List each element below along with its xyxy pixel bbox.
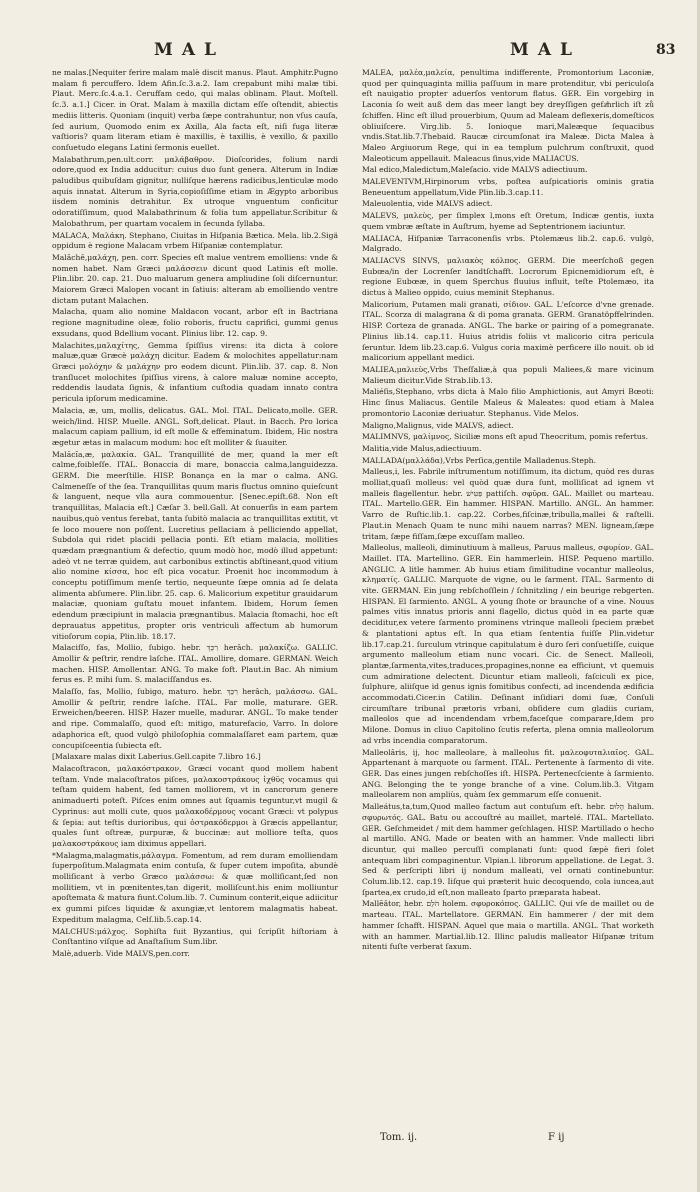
dictionary-entry: MALIACA, Hiſpaniæ Tarraconenſis vrbs. Ptolemæus lib.2. cap.6. vulgò, Malgrado. (362, 233, 654, 254)
dictionary-entry: MALACA, Μαλάκη. Stephano, Ciuitas in Hiſpania Bætica. Mela. lib.2.Sigä oppidum è regione Malacam vrbem Hiſpaniæ contemplatur. (52, 230, 338, 251)
dictionary-entry: MALIMNVS, μαλίμνος, Siciliæ mons eſt apud Theocritum, pomis refertus. (362, 432, 649, 442)
dictionary-entry: Malacoſtracon, μαλακόστρακον, Græci vocant quod mollem habent teſtam. Vnde malacoſtratos piſces, μαλακοστράκους ἰχθῦς vocamus qui teſtam quidem habent, ſed tamen molliorem, vt in cancrorum genere animaduerti poteſt. Piſces enim omnes aut ſquamis teguntur,vt mugil & Cyprinus: aut molli cute, quos μαλακοδέρμους vocant Græci: vt polypus & ſepia: aut teſtis durioribus, qui ὀστρακόδερμοι à Græcis appellantur, quales ſunt oſtreæ, purpuræ, & buccinæ: aut molliore teſta, quos μαλακοστράκους iam diximus appellari. (52, 764, 338, 848)
dictionary-entry: Maligno,Malignus, vide MALVS, adiect. (362, 420, 514, 430)
signature-mark: F ij (548, 1132, 565, 1143)
dictionary-entry: MALLADA(μαλλάδα),Vrbs Perſica,gentile Malladenus.Steph. (362, 455, 596, 465)
dictionary-entry: Malachites,μαλαχίτης, Gemma ſpiſſius virens: ita dicta à colore maluæ,quæ Græcè μαλάχη dicitur. Eadem & molochites appellatur:nam Græci μολόχην & μαλάχην pro eodem dicunt. Plin.lib. 37. cap. 8. Non tranſlucet molochites ſpiſſius virens, à calore maluæ nomine accepto, reddendis laudata ſignis, & infantium cuſtodia quadam innato contra pericula ipſorum medicamine. (52, 340, 338, 404)
dictionary-entry: Malâchê,μαλάχη, pen. corr. Species eſt malue ventrem emolliens: vnde & nomen habet. Nam Græci μαλάσσειν dicunt quod Latinis eſt molle. Plin.libr. 20. cap. 21. Duo maluarum genera ampliudine ſoli diſcernuntur. Maiorem Græci Malopen vocant in ſatiuis: alteram ab emolliendo ventre dictam putant Malachen. (52, 252, 338, 305)
dictionary-entry: Maliéſis,Stephano, vrbs dicta à Malo filio Amphictionis, aut Amyri Bœoti: Hinc ſinus Maliacus. Gentile Maleus & Maleates: quod etiam à Malea promontorio Laconiæ deriuatur. Stephanus. Vide Melos. (362, 387, 654, 418)
dictionary-entry: Mal edico,Maledictum,Maleſacio. vide MALVS adiectiuum. (362, 165, 588, 175)
volume-label: Tom. ij. (380, 1132, 418, 1143)
dictionary-entry: MALCHUS:μάλχος. Sophiſta fuit Byzantius, qui ſcripſit hiſtoriam à Conſtantino viſque ad Anaſtaſium Sum.libr. (52, 926, 338, 947)
dictionary-entry: Malacha, quam alio nomine Maldacon vocant, arbor eſt in Bactriana regione magnitudine oleæ, folio roboris, fructu caprifici, gummi genus exsudans, quod Bdellium vocant. Plinius libr. 12. cap. 9. (52, 307, 338, 338)
page-number: 83 (656, 42, 676, 58)
dictionary-entry: Malleolus, malleoli, diminutiuum à malleus, Paruus malleus, σφυρίον. GAL. Maillet. ITA. Martellino. GER. Ein hammerlein. HISP. Pequeno martillo. ANGLIC. A litle hammer. Ab huius etiam ſimilitudine vocantur malleolus, κληματίς. GALLIC. Marquote de vigne, ou le ſarment. ITAL. Sarmento di vite. GERMAN. Ein jung rebſchoſſlein / ſchnitzling / ein beurige rebgerten. HISPAN. El ſarmiento. ANGL. A young ſhote or braunche of a vine. Nouus palmes vitis innatus prioris anni flagello, dictus quòd in ea parte quæ deciditur,ex vetere ſarmento prominens vtrinque malleoli ſpeciem præbet & plantationi aptus eſt. In qua etiam ſententia fuiſſe Plin.videtur lib.17.cap.21. ſurculum vtrinque capitulatum è duro ſeri conſuetiſſe, cuique argumento malleolum etiam nunc vocari. Cic. de Senect. Malleoli, plantæ,ſarmenta,vites,traduces,propagines,nonne ea efficiunt, vt quemuis cum admiratione delectent. Dicuntur etiam malleoli, faſciculi ex pice, ſulphure, aliiſque id genus ignis fomitibus confecti, ad incendenda ædificia accommodati.Cicer.in Catilin. Deſinant inſidiari domi ſuæ, Conſuli circumſtare tribunal prætoris vrbani, obſidere cum gladiis curiam, malleolos que ad incendendam vrbem,faceſque comparare,Idem pro Milone. Domus in cliuo Capitolino ſcutis referta, plena omnia malleolorum ad vrbs incendia comparatorum. (362, 543, 654, 745)
dictionary-entry: Malleus,i, les. Fabrile inſtrumentum notiſſimum, ita dictum, quòd res duras molliat,quaſi molleus: vel quòd quæ dura ſunt, molliſicat ad ignem vt malleis flagellentur. hebr. פַּטִּישׁ pattiſch. σφῦρα. GAL. Maillet ou marteau. ITAL. Martello.GER. Ein hammer. HISPAN. Martillo. ANGL. An hammer. Varro de Ruſtic.lib.1. cap.22. Corbes,fiſcinæ,tribulla,mallei & raſtelli. Plaut.in Menach Quam te nunc mihi nauem narras? MEN. ligneam,ſæpe tritam, ſæpe fiſſam,ſæpe excuſſam malleo. (362, 467, 654, 541)
dictionary-entry: *Malagma,malagmatis,μάλαγμα. Fomentum, ad rem duram emolliendam ſuperpoſitum.Malagmata enim contuſa, & ſuper cutem impoſita, abundè molliſicant à verbo Græco μαλάσσω: & quæ molliſicant,ſed non mollitiem, vt in pœnitentes,tan digerit, molliſcunt.his enim molliuntur apoſtemata & matura fiunt.Colum.lib. 7. Cuminum conterit,eique adiicitur ex gummi piſces liquidæ & axungiæ,vt lentorem malagmatis habeat. Expeditum malagma, Celſ.lib.5.cap.14. (52, 850, 338, 924)
running-head-right: MAL (510, 40, 581, 60)
dictionary-entry: Malleolâris, ij, hoc malleolare, à malleolus fit. μαλεοφυταλιαῖος. GAL. Appartenant à marquote ou ſarment. ITAL. Pertenente à ſarmento di vite. GER. Das eines jungen rebſchoſſes iſt. HISPA. Pertenecſciente à ſarmiento. ANG. Belonging the te yonge branche of a vine. Colum.lib.3. Vitgam malleolarem non ampliùs, quàm ſex gemmarum eſſe conuenit. (362, 747, 654, 800)
dictionary-entry: MALEVS, μαλεὺς, per ſimplex l,mons eſt Oretum, Indicæ gentis, iuxta quem vmbræ æſtate in Auſtrum, hyeme ad Septentrionem iaciuntur. (362, 211, 654, 231)
dictionary-entry: Malitia,vide Malus,adiectiuum. (362, 443, 482, 453)
dictionary-entry: Maleuolentia, vide MALVS adiect. (362, 199, 493, 209)
dictionary-entry: Malaſſo, fas, Mollio, ſubigo, maturo. hebr. רִכֵּךְ herâch, μαλάσσω. GAL. Amollir & peſtrir, rendre laſche. ITAL. Far molle, maturare. GER. Erweichen/beeren. HISP. Hazer muelle, madurar. ANGL. To make tender and ripe. Commalaſſo, quod eſt: mitigo, maturefacio, Varro. In dolore adaphorica eſt, quod vulgò philoſophia commalaſſaret eam partem, quæ concupiſceentia ſubiecta eſt. (52, 687, 338, 750)
dictionary-entry: ne malas.[Nequiter ferire malam malè discit manus. Plaut. Amphitr.Pugno malam fi percuffero. Idem Afin.ſc.3.a.2. Iam crepabunt mihi malæ tibi. Plaut. Merc.ſc.4.a.1. Ceruffam cedo, qui malas oblinam. Plaut. Moſtell. ſc.3. a.1.] Cicer. in Orat. Malam à maxilla dictam eſſe oſtendit, abiectis mediis litteris. Quoniam (inquit) verba ſæpe contrahuntur, non vſus cauſa, ſed aurium, Quomodo enim ex Axilla, Ala facta eſt, niſi fuga literæ vaſtioris? quam literam etiam è maxillis, è taxillis, è vexillo, & paxillo conſuetudo elegans Latini ſermonis euellet. (52, 68, 338, 152)
right-column (362, 68, 654, 1128)
dictionary-entry: Malicorium, Putamen mali granati, σίδιον. GAL. L'eſcorce d'vne grenade. ITAL. Scorza di malagrana & di poma granata. GERM. Granatöpffelrinden. HISP. Corteza de granada. ANGL. The barke or pairing of a pomegranate. Plinius lib.14. cap.11. Huius atridis foliis vt malicorio citra pericula ſeruntur. Idem lib.23.cap.6. Vulgus coria maximè perficere illo nouit. ob id malicorium appellant medici. (362, 299, 654, 363)
dictionary-entry: Malabathrum,pen.ult.corr. μαλάβαθρον. Dioſcorides, folium nardi odore,quod ex India adducitur: cuius duo ſunt genera. Alterum in Indiæ paludibus quibuſdam gignitur, nulliſque hærens radicibus,lenticulæ modo aquis innatat. Alterum in Syria,copioſiſſime etiam in Ægypto arboribus iisdem nominis detrahitur. Ex utroque vnguentum conficitur odoratiſſimum, quod Malabathrinum & folia tum appellatur.Scribitur & Malobathrum, per quartam vocalem in ſecunda ſyllaba. (52, 154, 338, 228)
dictionary-entry: MALIEA,μαλιεὺς,Vrbs Theſſaliæ,à qua populi Malieeѕ,& mare vicinum Malieum dicitur.Vide Strab.lib.13. (362, 364, 654, 385)
dictionary-entry: MALIACVS SINVS, μαλιακὸς κόλπος. GERM. Die meerſchoß gegen Eubœa/in der Locrenſer landtſchafft. Locrorum Epicnemidiorum eſt, è regione Eubœæ, in quem Sperchus fluuius influit, teſte Ptolemæo, ita dictus à Malieo oppido, cuius meminit Stephanus. (362, 255, 654, 298)
dictionary-entry: MALEA, μαλέα,μαλεία, penultima indifferente, Promontorium Laconiæ, quod per quinquaginta millia paſſuum in mare protenditur, vbi periculoſa eſt nauigatio propter aduerſos ventorum flatus. GER. Ein vorgebirg in Laconia ſo weit auß dem das meer langt bey dreyſſigen gefaͤhrlich iſt zů ſchiffen. Hinc eſt illud prouerbium, Quum ad Maleam deflexeris,domeſticos obliuiſcere. Virg.lib. 5. Ionioque mari,Maleæque ſequacibus vndis.Stat.lib.7.Thebaid. Raucæ circumſonat ira Maleæ. Dicta Malea à Maleo Argiuorum Rege, qui in ea templum pulchrum conſtruxit, quod Maleoticum appellauit. Maleacus ſinus,vide MALIACUS. (362, 68, 654, 163)
dictionary-entry: Mallĕâtor, hebr. הֹלֵם holem. σφυροκόπος. GALLIC. Qui vſe de maillet ou de marteau. ITAL. Martellatore. GERMAN. Ein hammerer / der mit dem hammer ſchafft. HISPAN. Aquel que maia o martilla. ANGL. That worketh with an hammer. Martial.lib.12. Illinc paludis malleator Hiſpanæ tritum nitenti fuſte verberat ſaxum. (362, 899, 654, 952)
dictionary-entry: Malaciſſo, fas, Mollio, ſubigo. hebr. רִכֵּךְ herâch. μαλακίζω. GALLIC. Amollir & peſtrir, rendre laſche. ITAL. Amollire, domare. GERMAN. Weich machen. HISP. Amollentar. ANG. To make ſoft. Plaut.in Bac. Ah nimium ferus es. P. mihi ſum. S. malaciſſandus es. (52, 643, 338, 685)
dictionary-entry: Malăcĭa,æ, μαλακία. GAL. Tranquillité de mer, quand la mer eſt calme,foibleſſe. ITAL. Bonaccia di mare, bonaccia calma,languidezza. GERM. Die meerſtille. HISP. Bonança en la mar o calma. ANG. Calmeneſſe of the ſea. Tranquillitas quum maris fluctus omnino quieſcunt & languent, neque vlla aura commouentur. [Seneс.epiſt.68. Non eſt tranquillitas, Malacia eſt.] Cæſar 3. bell.Gall. At conuerſis in eam partem nauibus,quò ventus ferebat, tanta ſubitò malacia ac tranquillitas extitit, vt ſe loco mouere non poſſent. Lucretius pellaciam à pelliciendo appellat, Subdola qui ridet placidi pellacia ponti. Eſt etiam malacia, mollities quædam prægnantium & defectio, quum modò hoc, modò illud appetunt: adeò vt ne terræ quidem, aut carbonibus extinctis abſtineant,quod vitium alio nomine κίσσα, hoc eſt pica vocatur. Proenit hoc incommodum à conceptu potiſſimum menſe tertio, nequeunte ſæpe omnia ad ſe delata alimenta abſumere. Plin.libr. 25. cap. 6. Malicorium expetitur grauidarum malaciæ, quoniam guſtatu mouet infantem. Ibidem, Horum ſemen edendum præcipiunt in malacia prægnantibus. Malacia ſtomachi, hoc eſt deprauatus appetitus, propter oris ventriculi affectum ab humorum vitioſorum copia, Plin.lib. 18.17. (52, 449, 338, 641)
left-column (52, 68, 338, 1128)
dictionary-entry: Malè,aduerb. Vide MALVS,pen.corr. (52, 948, 190, 958)
dictionary-entry: [Malaxare malas dixit Laberius.Gell.capite 7.libro 16.] (52, 752, 261, 762)
dictionary-entry: Malacia, æ, um, mollis, delicatus. GAL. Mol. ITAL. Delicato,molle. GER. weich/lind. HISP. Muelle. ANGL. Soft,delicat. Plaut. in Bacch. Pro lorica malacum capiam pallium, id eſt molle & effeminatum. Ibidem, Hic nostra ægetur ætas in malacum modum: hoc eſt molliter & ſuauiter. (52, 405, 338, 447)
running-head-left: MAL (154, 40, 225, 60)
dictionary-entry: Malleátus,ta,tum,Quod malleo factum aut contuſum eſt. hebr. הָלוּם halum. σφυρωτός. GAL. Batu ou accouſtré au maillet, martelé. ITAL. Martellato. GER. Geſchmeidet / mit dem hammer geſchlagen. HISP. Martillado o hecho al martillo. ANG. Made or beaten with an hammer. Vnde mallecti libri dicuntur, qui malleo percuſſi complanati ſunt: quod ſæpè fieri ſolet antequam libri compaginentur. Vlpian.l. librorum appellatione. de Legat. 3. Sed & perſcripti libri ij nondum malleati, vel ornati continebuntur. Colum.lib.12. cap.19. Iiſque qui præterit huic decoquendo, cola iuncea,aut ſpartea,ex crudo,id eſt,non malleato ſparto præparata habeat. (362, 802, 654, 897)
dictionary-entry: MALEVENTVM,Hirpinorum vrbs, poſtea auſpicatioris ominis gratia Beneuentum appellatum,Vide Plin.lib.3.cap.11. (362, 177, 654, 197)
